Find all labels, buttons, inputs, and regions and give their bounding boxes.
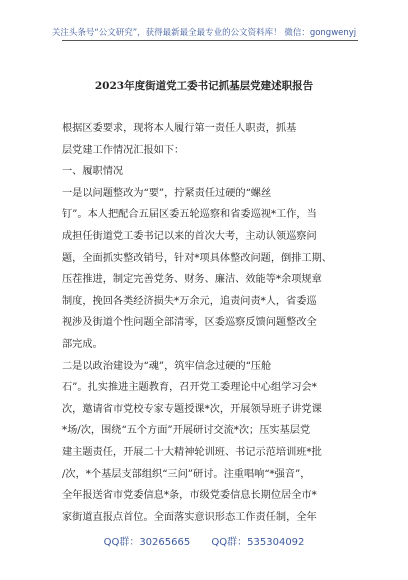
- paragraph-line: 根据区委要求，现将本人履行第一责任人职责，抓基: [62, 123, 297, 134]
- paragraph-line: 压茬推进，制定完善党务、财务、廉洁、效能等*余项规章: [62, 274, 322, 286]
- section-heading: 一、履职情况: [62, 166, 124, 178]
- footer-contact: [0, 533, 408, 548]
- paragraph-line: 题，全面抓实整改销号，针对*项具体整改问题，倒排工期、: [62, 252, 332, 264]
- paragraph-line: 家街道直报点首位。全面落实意识形态工作责任制，全年: [62, 511, 317, 523]
- footer-qq-group-2: QQ群：535304092: [211, 537, 305, 548]
- paragraph-line: 全年报送省市党委信息*条，市级党委信息长期位居全市*: [62, 490, 317, 502]
- paragraph-line: 层党建工作情况汇报如下：: [62, 144, 185, 156]
- paragraph-line: 一是以问题整改为“要”，拧紧责任过硬的“螺丝: [62, 187, 272, 199]
- paragraph-line: 部完成。: [62, 338, 103, 350]
- paragraph-line: 视涉及街道个性问题全部清零，区委巡察反馈问题整改全: [62, 317, 317, 329]
- document-title: 2023年度街道党工委书记抓基层党建述职报告: [94, 80, 314, 92]
- paragraph-line: 制度，挽回各类经济损失*万余元，追责问责*人，省委巡: [62, 295, 317, 307]
- paragraph-line: /次，*个基层支部组织“三问”研讨。注重唱响“*强音”，: [62, 468, 311, 480]
- header-banner: 关注头条号“公文研究”，获得最新最全最专业的公文资料库！ 微信：gongwenyj: [51, 28, 357, 38]
- paragraph-line: 二是以政治建设为“魂”，筑牢信念过硬的“压舱: [62, 360, 272, 372]
- paragraph-line: *场/次，围绕“五个方面”开展研讨交流*次；压实基层党: [62, 425, 311, 437]
- paragraph-line: 次，邀请省市党校专家专题授课*次，开展领导班子讲党课: [62, 403, 322, 415]
- paragraph-line: 成担任街道党工委书记以来的首次大考，主动认领巡察问: [62, 230, 317, 242]
- paragraph-line: 石”。扎实推进主题教育，召开党工委理论中心组学习会*: [62, 382, 317, 394]
- paragraph-line: 建主题责任，开展二十大精神轮训班、书记示范培训班*批: [62, 446, 322, 458]
- paragraph-line: 钉”。本人把配合五届区委五轮巡察和省委巡视*工作，当: [62, 209, 317, 221]
- document-body: [62, 118, 358, 528]
- header-divider: [62, 40, 358, 41]
- footer-qq-group-1: QQ群：30265665: [103, 537, 191, 548]
